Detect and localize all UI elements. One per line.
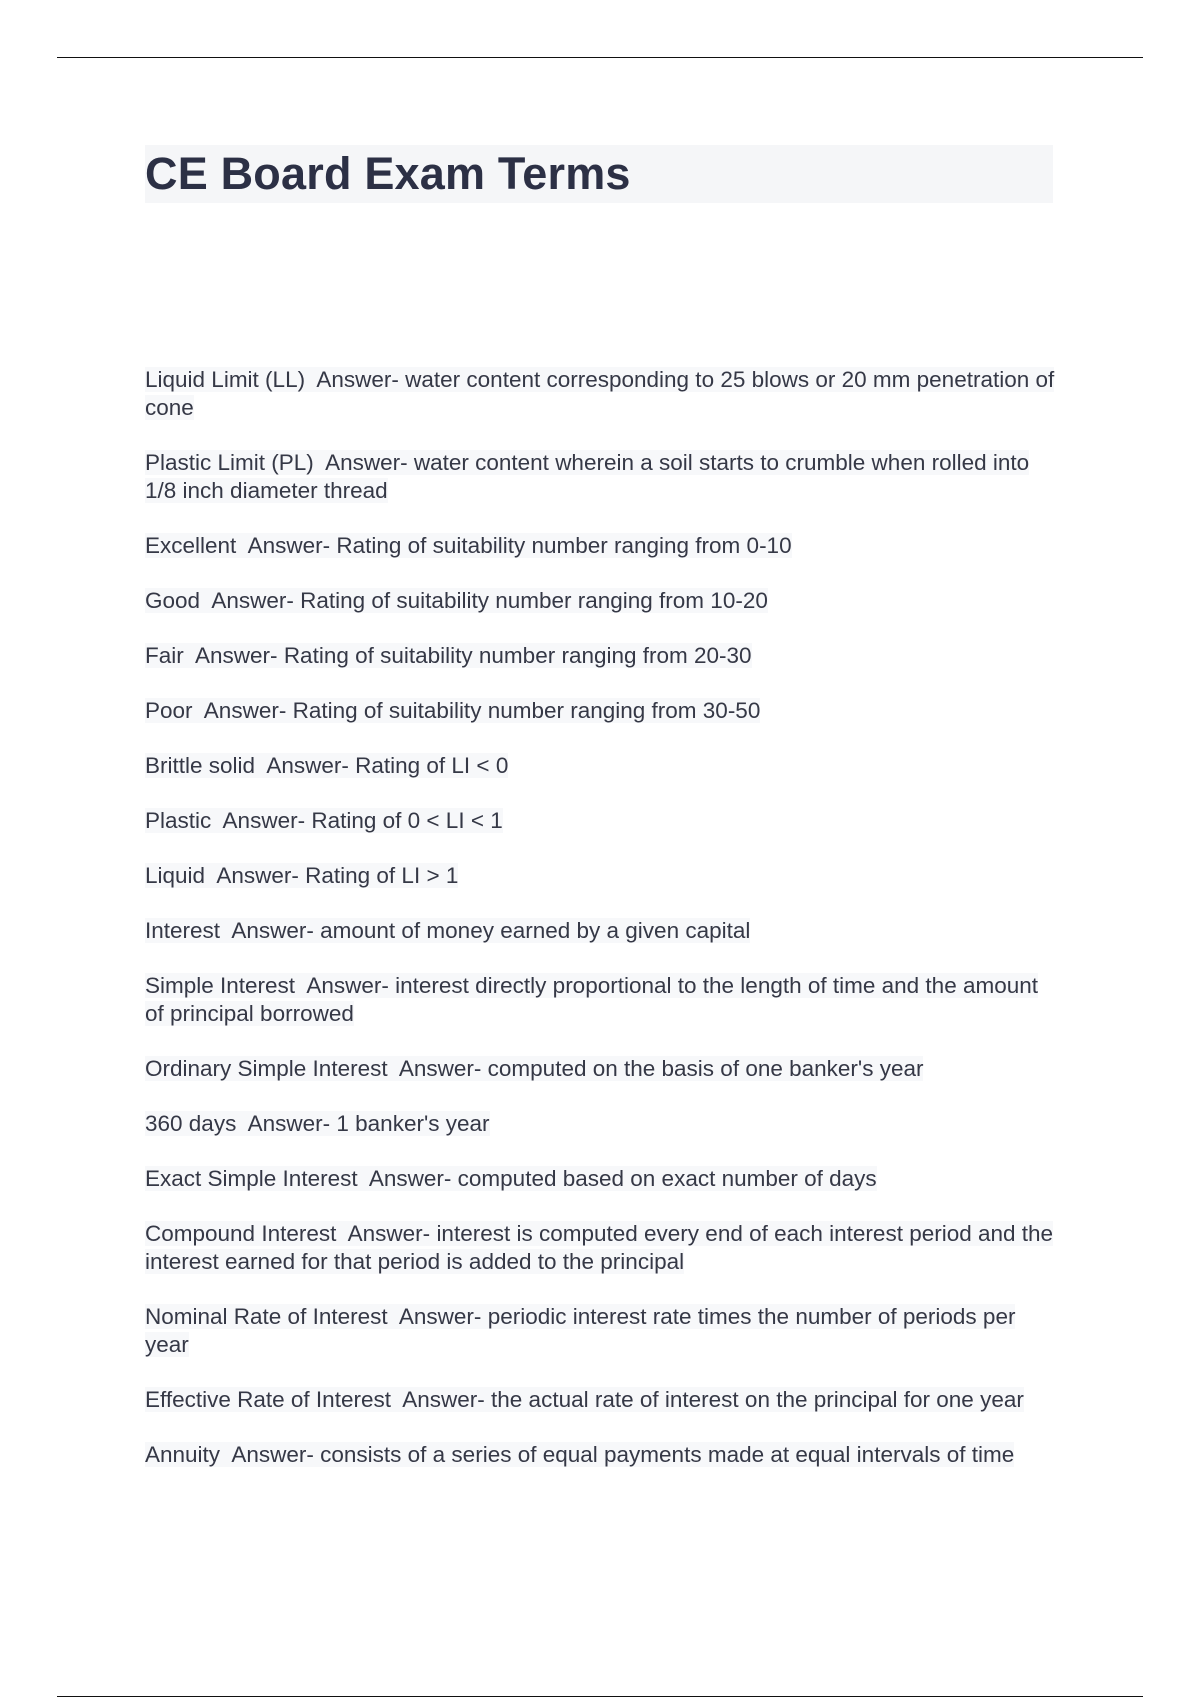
entry-answer-label: Answer- — [222, 808, 306, 833]
entry-answer-label: Answer- — [195, 643, 278, 668]
entry-term: 360 days — [145, 1111, 237, 1136]
entry-term: Nominal Rate of Interest — [145, 1304, 388, 1329]
entry-answer-label: Answer- — [211, 588, 294, 613]
entry-answer-label: Answer- — [368, 1166, 452, 1191]
entry-term: Liquid Limit (LL) — [145, 367, 306, 392]
entry-answer-label: Answer- — [398, 1304, 482, 1329]
entry-definition: water content corresponding to 25 blows or 20 mm penetration of cone — [145, 367, 1055, 420]
term-entry — [145, 532, 1055, 560]
entry-answer-label: Answer- — [216, 863, 299, 888]
entry-definition: consists of a series of equal payments made at equal intervals of time — [320, 1442, 1015, 1467]
term-entry — [145, 1220, 1055, 1276]
entry-answer-label: Answer- — [247, 533, 331, 558]
entry-term: Plastic — [145, 808, 212, 833]
entry-definition: computed based on exact number of days — [457, 1166, 877, 1191]
entry-definition: interest is computed every end of each interest period and the interest earned for that period is added to the principal — [145, 1221, 1054, 1274]
entry-term: Interest — [145, 918, 221, 943]
term-list — [145, 366, 1055, 1496]
entry-definition: amount of money earned by a given capital — [320, 918, 751, 943]
entry-definition: periodic interest rate times the number of periods per year — [145, 1304, 1016, 1357]
entry-term: Poor — [145, 698, 193, 723]
entry-term: Plastic Limit (PL) — [145, 450, 314, 475]
entry-term: Compound Interest — [145, 1221, 337, 1246]
entry-answer-label: Answer- — [203, 698, 287, 723]
term-entry — [145, 642, 1055, 670]
entry-definition: Rating of suitability number ranging from 10-20 — [300, 588, 768, 613]
term-entry — [145, 697, 1055, 725]
entry-answer-label: Answer- — [231, 1442, 314, 1467]
bottom-rule — [57, 1696, 1143, 1697]
term-entry — [145, 449, 1055, 505]
entry-answer-label: Answer- — [325, 450, 408, 475]
entry-term: Effective Rate of Interest — [145, 1387, 391, 1412]
entry-term: Ordinary Simple Interest — [145, 1056, 388, 1081]
entry-term: Liquid — [145, 863, 206, 888]
entry-term: Excellent — [145, 533, 237, 558]
term-entry — [145, 1386, 1055, 1414]
entry-answer-label: Answer- — [398, 1056, 482, 1081]
entry-term: Fair — [145, 643, 184, 668]
entry-term: Simple Interest — [145, 973, 296, 998]
entry-definition: interest directly proportional to the length of time and the amount of principal borrowed — [145, 973, 1039, 1026]
entry-definition: Rating of suitability number ranging from 20-30 — [283, 643, 752, 668]
entry-term: Exact Simple Interest — [145, 1166, 358, 1191]
entry-definition: the actual rate of interest on the principal for one year — [491, 1387, 1024, 1412]
entry-term: Brittle solid — [145, 753, 256, 778]
entry-term: Annuity — [145, 1442, 221, 1467]
term-entry — [145, 587, 1055, 615]
term-entry — [145, 1303, 1055, 1359]
entry-definition: Rating of suitability number ranging from 30-50 — [292, 698, 761, 723]
entry-answer-label: Answer- — [266, 753, 349, 778]
term-entry — [145, 862, 1055, 890]
entry-answer-label: Answer- — [306, 973, 389, 998]
entry-definition: Rating of LI < 0 — [355, 753, 509, 778]
term-entry — [145, 807, 1055, 835]
term-entry — [145, 1441, 1055, 1469]
entry-answer-label: Answer- — [347, 1221, 431, 1246]
term-entry — [145, 972, 1055, 1028]
entry-definition: Rating of suitability number ranging from 0-10 — [336, 533, 792, 558]
top-rule — [57, 57, 1143, 58]
entry-definition: Rating of LI > 1 — [305, 863, 459, 888]
term-entry — [145, 1055, 1055, 1083]
entry-answer-label: Answer- — [402, 1387, 485, 1412]
entry-answer-label: Answer- — [316, 367, 399, 392]
entry-answer-label: Answer- — [231, 918, 314, 943]
term-entry — [145, 917, 1055, 945]
term-entry — [145, 1110, 1055, 1138]
entry-definition: computed on the basis of one banker's year — [487, 1056, 924, 1081]
entry-definition: water content wherein a soil starts to crumble when rolled into 1/8 inch diameter thread — [145, 450, 1030, 503]
entry-term: Good — [145, 588, 201, 613]
entry-definition: Rating of 0 < LI < 1 — [311, 808, 503, 833]
term-entry — [145, 366, 1055, 422]
entry-definition: 1 banker's year — [336, 1111, 490, 1136]
term-entry — [145, 1165, 1055, 1193]
page-title: CE Board Exam Terms — [145, 148, 631, 199]
entry-answer-label: Answer- — [247, 1111, 331, 1136]
term-entry — [145, 752, 1055, 780]
